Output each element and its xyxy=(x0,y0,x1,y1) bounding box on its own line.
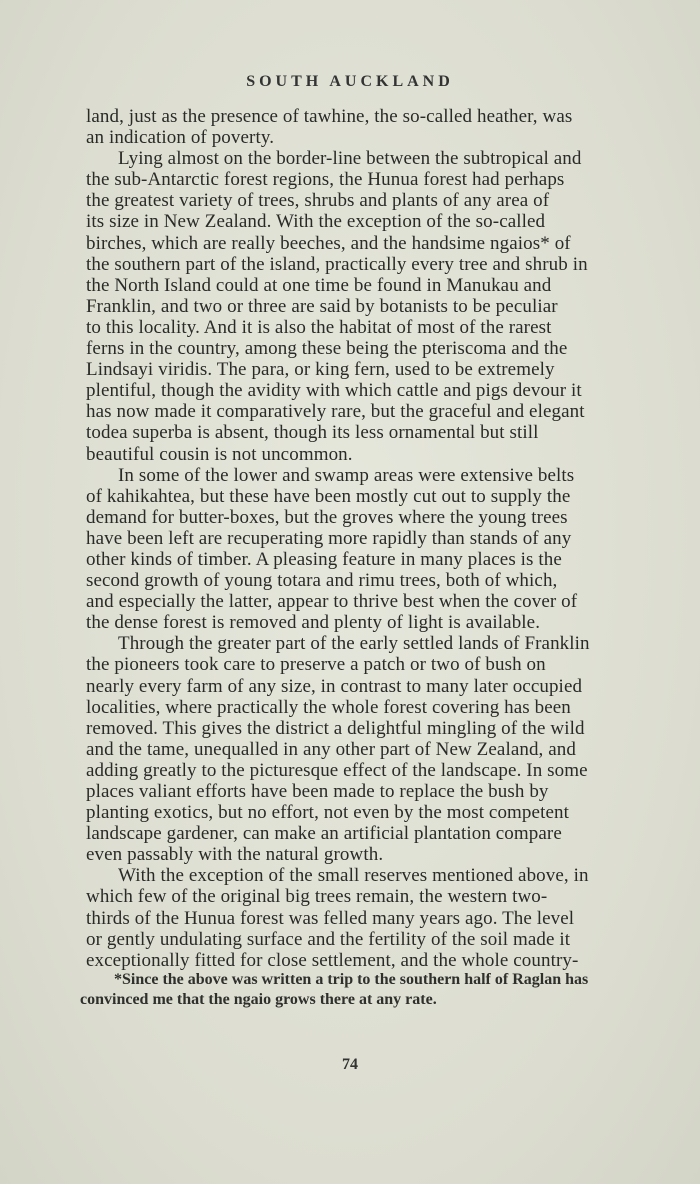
body-line: thirds of the Hunua forest was felled many years ago. The level xyxy=(86,907,575,929)
body-line: the dense forest is removed and plenty of light is available. xyxy=(86,612,541,634)
body-line: beautiful cousin is not uncommon. xyxy=(86,443,353,465)
body-line: land, just as the presence of tawhine, the so-called heather, was xyxy=(86,106,573,127)
body-line: In some of the lower and swamp areas were extensive belts xyxy=(118,464,575,486)
body-line: the sub-Antarctic forest regions, the Hunua forest had perhaps xyxy=(86,169,565,191)
body-line: an indication of poverty. xyxy=(86,127,275,149)
body-line: planting exotics, but no effort, not even by the most competent xyxy=(86,802,569,824)
body-line: landscape gardener, can make an artificial plantation compare xyxy=(86,823,562,845)
body-line: places valiant efforts have been made to replace the bush by xyxy=(86,781,549,802)
body-line: the southern part of the island, practically every tree and shrub in xyxy=(86,253,588,275)
body-text xyxy=(86,106,666,971)
footnote-line: convinced me that the ngaio grows there at any rate. xyxy=(80,991,437,1008)
body-line: even passably with the natural growth. xyxy=(86,844,384,866)
running-head: SOUTH AUCKLAND xyxy=(246,73,454,90)
body-line: which few of the original big trees remain, the western two- xyxy=(86,886,548,908)
body-line: and the tame, unequalled in any other part of New Zealand, and xyxy=(86,738,576,760)
body-line: demand for butter-boxes, but the groves where the young trees xyxy=(86,506,568,528)
body-line: todea superba is absent, though its less ornamental but still xyxy=(86,422,539,444)
body-line: Lying almost on the border-line between the subtropical and xyxy=(118,148,582,170)
body-line: plentiful, though the avidity with which cattle and pigs devour it xyxy=(86,380,582,402)
body-line: With the exception of the small reserves mentioned above, in xyxy=(118,865,589,887)
body-line: has now made it comparatively rare, but the graceful and elegant xyxy=(86,401,585,423)
body-line: of kahikahtea, but these have been mostly cut out to supply the xyxy=(86,485,571,507)
body-line: have been left are recuperating more rapidly than stands of any xyxy=(86,527,572,549)
body-line: other kinds of timber. A pleasing feature in many places is the xyxy=(86,548,562,570)
body-line: nearly every farm of any size, in contrast to many later occupied xyxy=(86,675,583,697)
body-line: ferns in the country, among these being the pteriscoma and the xyxy=(86,338,568,360)
body-line: and especially the latter, appear to thrive best when the cover of xyxy=(86,591,578,613)
page-number: 74 xyxy=(342,1056,358,1073)
body-line: exceptionally fitted for close settlement, and the whole country- xyxy=(86,949,579,971)
body-line: the greatest variety of trees, shrubs and plants of any area of xyxy=(86,190,550,212)
body-line: its size in New Zealand. With the exception of the so-called xyxy=(86,211,546,233)
body-line: localities, where practically the whole forest covering has been xyxy=(86,696,571,718)
body-line: to this locality. And it is also the habitat of most of the rarest xyxy=(86,316,552,338)
body-line: second growth of young totara and rimu trees, both of which, xyxy=(86,570,558,592)
body-line: Franklin, and two or three are said by botanists to be peculiar xyxy=(86,295,558,317)
footnote-line: *Since the above was written a trip to the southern half of Raglan has xyxy=(114,971,589,988)
body-line: removed. This gives the district a delightful mingling of the wild xyxy=(86,717,585,739)
body-line: the North Island could at one time be found in Manukau and xyxy=(86,274,552,296)
body-line: or gently undulating surface and the fertility of the soil made it xyxy=(86,928,571,950)
body-line: Through the greater part of the early settled lands of Franklin xyxy=(118,633,590,655)
footnote xyxy=(80,970,670,1010)
body-line: birches, which are really beeches, and the handsime ngaios* of xyxy=(86,232,571,254)
body-line: the pioneers took care to preserve a patch or two of bush on xyxy=(86,654,546,676)
body-line: Lindsayi viridis. The para, or king fern, used to be extremely xyxy=(86,359,555,381)
body-line: adding greatly to the picturesque effect of the landscape. In some xyxy=(86,759,588,781)
